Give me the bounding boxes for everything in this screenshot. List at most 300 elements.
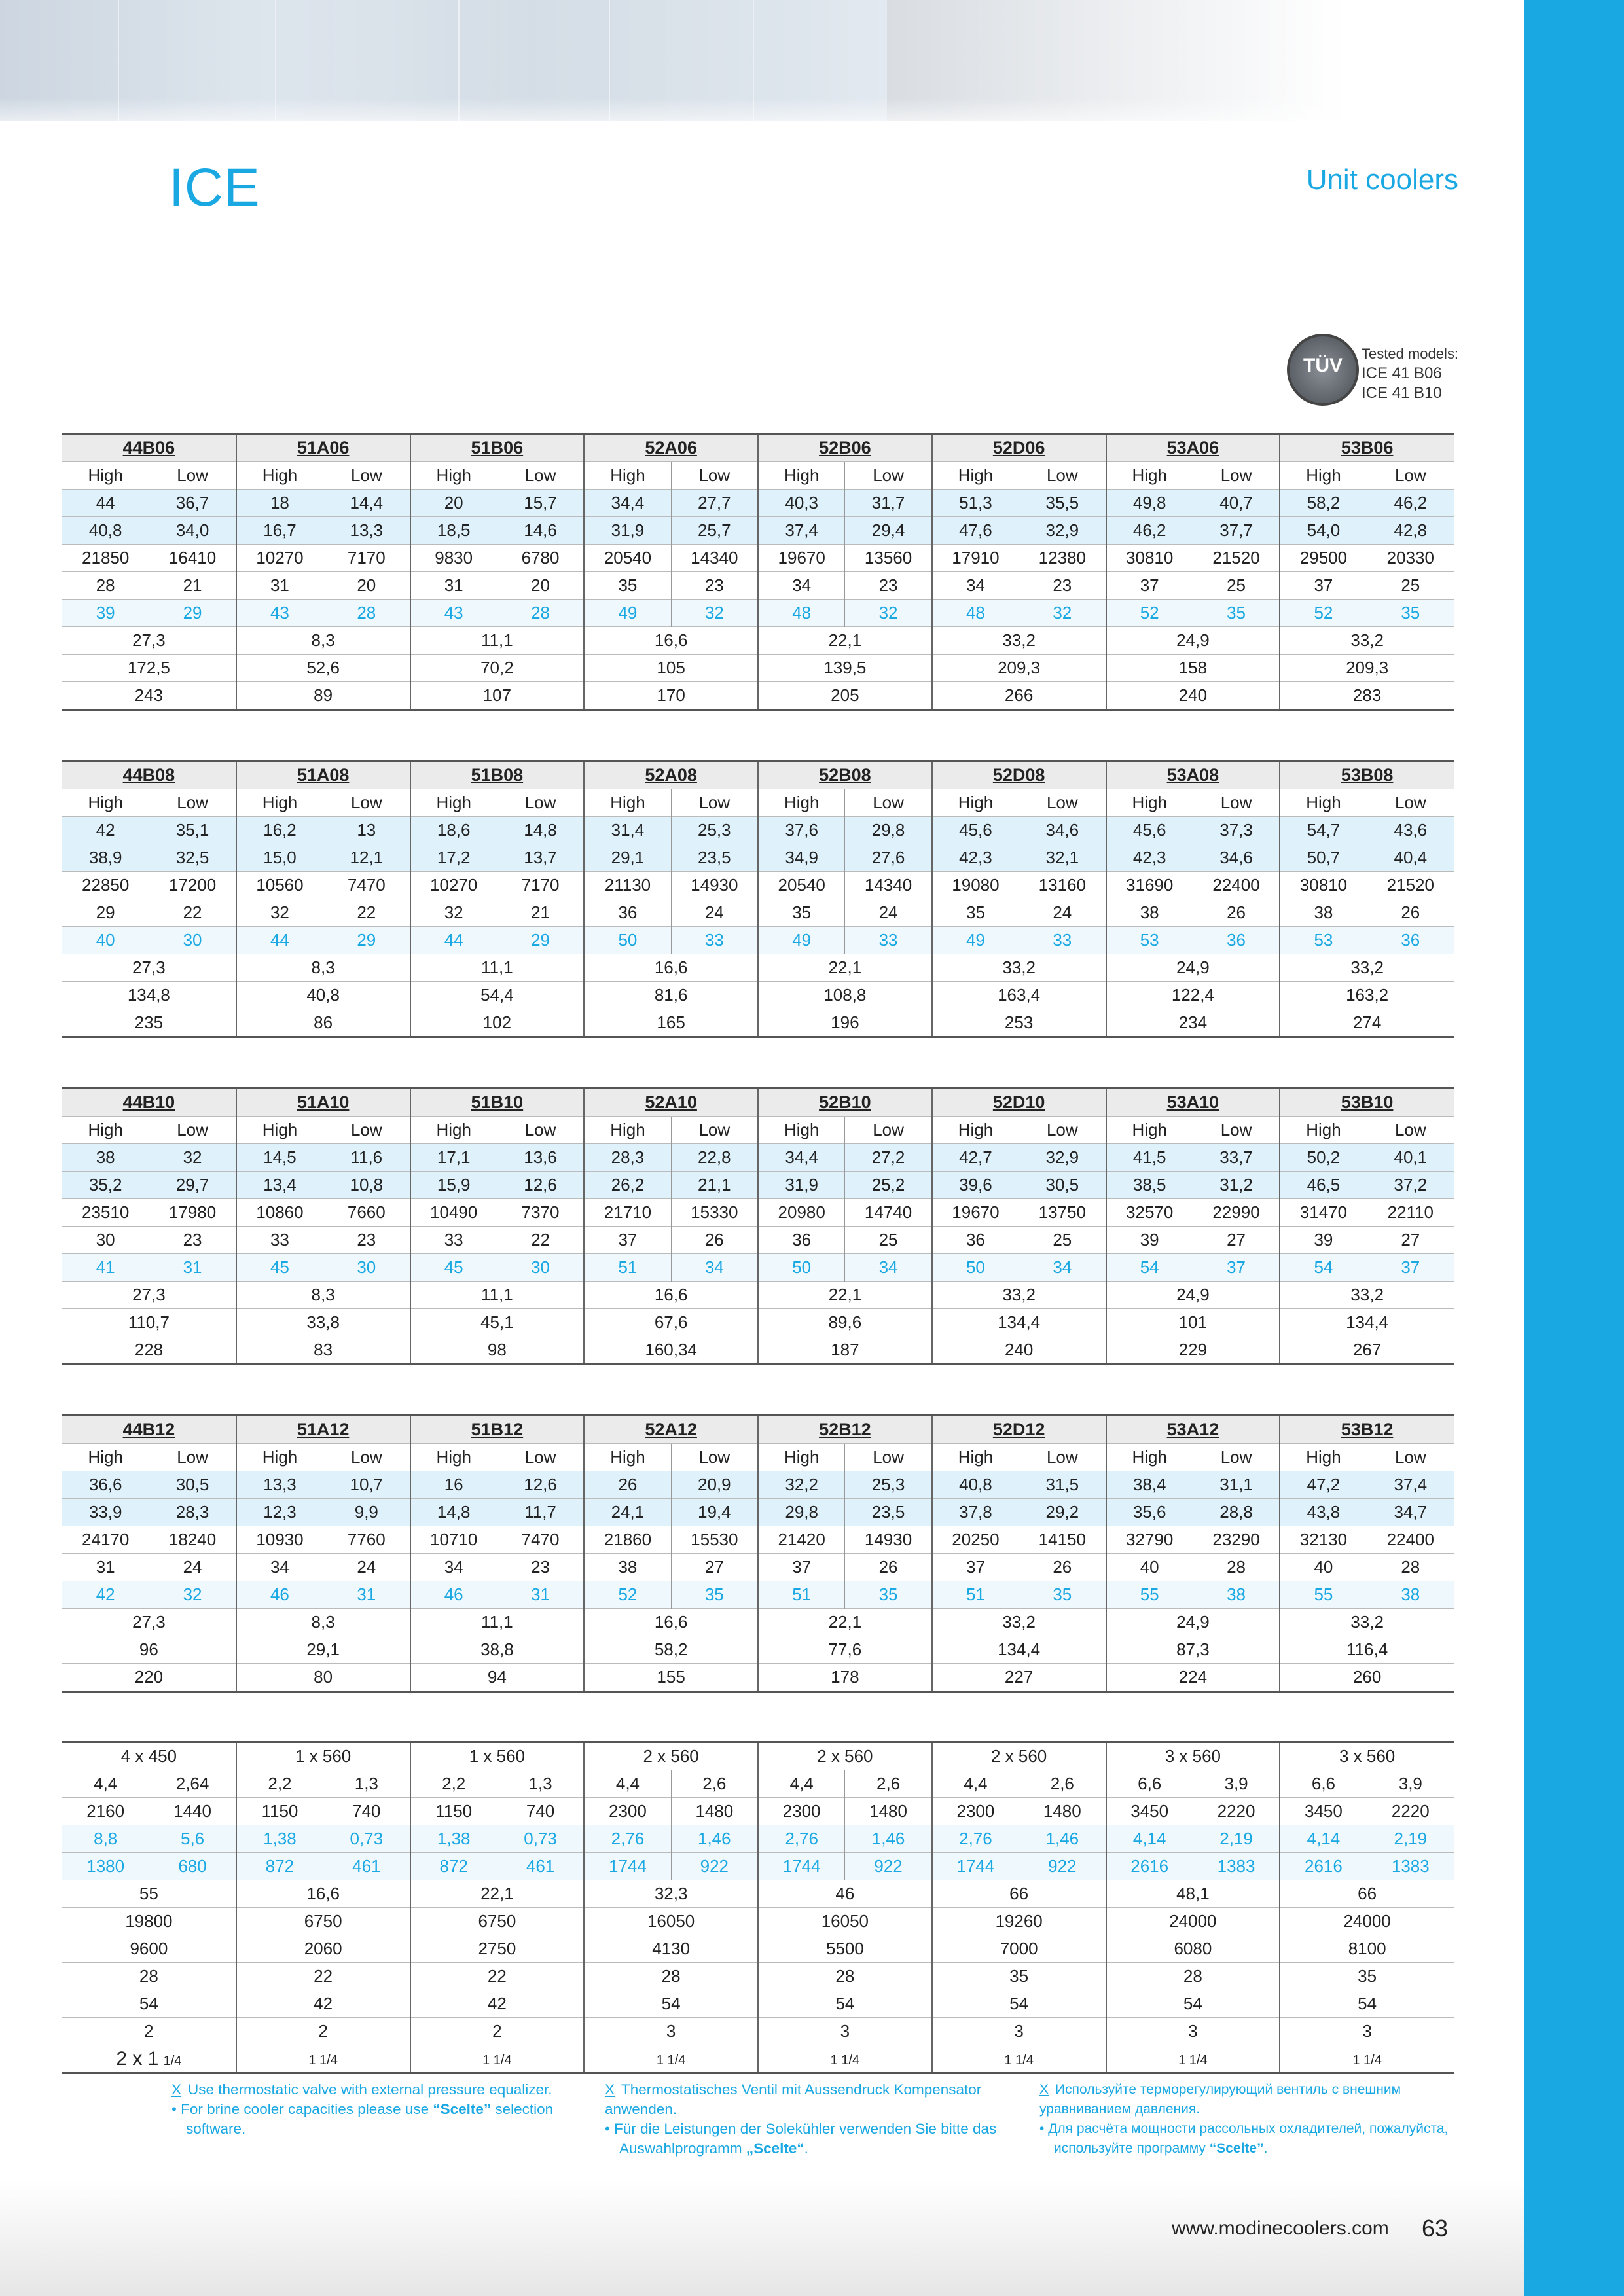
table-cell: 24,9 <box>1106 954 1280 982</box>
table-cell: 32 <box>149 1144 236 1172</box>
page-title: ICE <box>169 158 261 217</box>
table-cell: 2616 <box>1280 1853 1367 1880</box>
table-cell: 49 <box>584 600 671 627</box>
connection-fraction: 1 1/4 <box>1004 2053 1034 2068</box>
table-cell: 12,1 <box>323 844 410 872</box>
table-cell: 22 <box>323 899 410 927</box>
table-cell: 1,46 <box>845 1825 932 1853</box>
table-cell: 29 <box>497 927 584 954</box>
table-cell: 16,6 <box>584 1282 758 1309</box>
table-cell: 29,7 <box>149 1172 236 1199</box>
table-cell: 27 <box>671 1554 758 1581</box>
table-cell: 6780 <box>497 545 584 572</box>
table-cell: Low <box>1193 1117 1280 1144</box>
table-cell: 98 <box>410 1336 585 1365</box>
table-cell: High <box>1280 462 1367 490</box>
table-cell: 240 <box>932 1336 1106 1365</box>
table-cell: 2,64 <box>149 1770 236 1798</box>
table-cell: 40,7 <box>1193 490 1280 517</box>
table-cell: 54,4 <box>410 982 585 1009</box>
table-cell: 54 <box>1106 1990 1280 2018</box>
connection-size <box>758 2045 932 2073</box>
table-cell: 283 <box>1280 682 1454 710</box>
model-name: 52A10 <box>645 1092 697 1112</box>
fan-config: 3 x 560 <box>1280 1742 1454 1770</box>
table-cell: 26 <box>845 1554 932 1581</box>
table-cell: 54 <box>1280 1254 1367 1282</box>
table-cell: 28,3 <box>584 1144 671 1172</box>
table-cell: 33,2 <box>1280 954 1454 982</box>
table-cell: 11,7 <box>497 1499 584 1526</box>
table-cell: 40,8 <box>932 1471 1019 1499</box>
table-cell: Low <box>845 1117 932 1144</box>
table-cell: 17,2 <box>410 844 497 872</box>
table-cell: 32 <box>845 600 932 627</box>
table-cell: 20980 <box>758 1199 845 1227</box>
table-cell: 22 <box>236 1963 410 1990</box>
table-cell: 22 <box>497 1227 584 1254</box>
table-cell: 922 <box>1019 1853 1106 1880</box>
table-cell: 37 <box>758 1554 845 1581</box>
table-cell: 17200 <box>149 872 236 899</box>
tested-model: ICE 41 B10 <box>1362 384 1442 402</box>
table-cell: 0,73 <box>497 1825 584 1853</box>
table-cell: 16,7 <box>236 517 323 545</box>
fan-config-row <box>62 1742 1454 1770</box>
table-cell: 2160 <box>62 1798 149 1825</box>
connection-fraction: 1/4 <box>163 2053 182 2068</box>
model-name: 53B06 <box>1341 438 1394 457</box>
table-cell: 3 <box>1106 2018 1280 2045</box>
table-cell: 38 <box>1367 1581 1454 1609</box>
table-cell: 38 <box>1106 899 1193 927</box>
table-cell: 35 <box>1280 1963 1454 1990</box>
table-cell: 30 <box>149 927 236 954</box>
table-cell: 28,3 <box>149 1499 236 1526</box>
table-cell: Low <box>497 1117 584 1144</box>
table-cell: 1,3 <box>323 1770 410 1798</box>
merged-row <box>62 1309 1454 1336</box>
table-cell: 18,6 <box>410 817 497 844</box>
table-cell: 30810 <box>1106 545 1193 572</box>
table-cell: 10930 <box>236 1526 323 1554</box>
table-cell: 209,3 <box>1280 655 1454 682</box>
table-cell: 22 <box>149 899 236 927</box>
table-cell: Low <box>497 462 584 490</box>
table-cell: 13,4 <box>236 1172 323 1199</box>
table-cell: 155 <box>584 1664 758 1692</box>
table-cell: 11,1 <box>410 954 585 982</box>
table-cell: 16410 <box>149 545 236 572</box>
table-cell: 18240 <box>149 1526 236 1554</box>
table-cell: High <box>932 789 1019 817</box>
model-name: 51A10 <box>297 1092 350 1112</box>
model-name: 52D12 <box>992 1420 1045 1439</box>
table-cell: 33,2 <box>932 1282 1106 1309</box>
model-name: 51A06 <box>297 438 350 457</box>
pair-row <box>62 545 1454 572</box>
table-cell: 165 <box>584 1009 758 1037</box>
table-cell: 1480 <box>1019 1798 1106 1825</box>
table-cell: 54,0 <box>1280 517 1367 545</box>
table-cell: 66 <box>1280 1880 1454 1908</box>
table-cell: 5500 <box>758 1935 932 1963</box>
table-cell: 28 <box>1367 1554 1454 1581</box>
model-header <box>62 1416 236 1444</box>
table-cell: 13,6 <box>497 1144 584 1172</box>
model-header <box>584 434 758 462</box>
side-color-bar <box>1524 0 1624 2296</box>
table-cell: 28 <box>62 1963 236 1990</box>
pair-row <box>62 490 1454 517</box>
table-cell: 14,8 <box>410 1499 497 1526</box>
table-cell: 35 <box>584 572 671 600</box>
table-cell: High <box>758 789 845 817</box>
table-cell: 29,1 <box>236 1636 410 1664</box>
table-cell: 50,7 <box>1280 844 1367 872</box>
footnote-line: Используйте терморегулирующий вентиль с внешним уравниванием давления. <box>1039 2082 1401 2117</box>
table-cell: High <box>758 462 845 490</box>
table-cell: 1744 <box>932 1853 1019 1880</box>
table-cell: High <box>758 1117 845 1144</box>
table-cell: 122,4 <box>1106 982 1280 1009</box>
model-header <box>1106 1416 1280 1444</box>
table-cell: High <box>1280 789 1367 817</box>
table-cell: 37,6 <box>758 817 845 844</box>
table-cell: 3 <box>758 2018 932 2045</box>
table-cell: 31 <box>323 1581 410 1609</box>
table-cell: 51 <box>584 1254 671 1282</box>
table-cell: 48 <box>758 600 845 627</box>
connection-size <box>62 2045 236 2073</box>
table-cell: 6080 <box>1106 1935 1280 1963</box>
table-cell: High <box>62 462 149 490</box>
table-cell: 42,7 <box>932 1144 1019 1172</box>
table-cell: 34 <box>236 1554 323 1581</box>
table-cell: Low <box>323 789 410 817</box>
table-cell: 35 <box>1019 1581 1106 1609</box>
table-cell: High <box>584 1117 671 1144</box>
table-cell: 35 <box>932 1963 1106 1990</box>
table-cell: 23 <box>671 572 758 600</box>
table-cell: 163,2 <box>1280 982 1454 1009</box>
table-cell: 38 <box>584 1554 671 1581</box>
table-cell: 25 <box>1193 572 1280 600</box>
table-cell: 37 <box>1280 572 1367 600</box>
table-cell: Low <box>149 462 236 490</box>
table-cell: 31,2 <box>1193 1172 1280 1199</box>
table-cell: 13560 <box>845 545 932 572</box>
model-header <box>932 1088 1106 1117</box>
table-cell: 18 <box>236 490 323 517</box>
table-cell: 23510 <box>62 1199 149 1227</box>
connection-fraction: 1 1/4 <box>1352 2053 1382 2068</box>
table-cell: 22850 <box>62 872 149 899</box>
table-cell: 10,8 <box>323 1172 410 1199</box>
table-cell: 33 <box>671 927 758 954</box>
table-cell: High <box>584 462 671 490</box>
pair-row <box>62 817 1454 844</box>
table-cell: 14930 <box>671 872 758 899</box>
table-cell: 2,6 <box>671 1770 758 1798</box>
table-cell: 7470 <box>497 1526 584 1554</box>
table-cell: 40,8 <box>62 517 149 545</box>
table-cell: 52,6 <box>236 655 410 682</box>
model-header <box>584 761 758 789</box>
table-cell: 35 <box>932 899 1019 927</box>
table-cell: Low <box>1193 1444 1280 1471</box>
table-cell: 20540 <box>584 545 671 572</box>
table-cell: 7170 <box>323 545 410 572</box>
table-cell: High <box>1106 789 1193 817</box>
table-cell: 2300 <box>584 1798 671 1825</box>
table-cell: 740 <box>323 1798 410 1825</box>
table-cell: 32 <box>236 899 323 927</box>
table-cell: 36,6 <box>62 1471 149 1499</box>
table-cell: 274 <box>1280 1009 1454 1037</box>
tested-models <box>1362 344 1458 403</box>
table-cell: 37 <box>932 1554 1019 1581</box>
table-cell: Low <box>1193 789 1280 817</box>
table-cell: 24 <box>323 1554 410 1581</box>
pair-row <box>62 1581 1454 1609</box>
table-cell: Low <box>323 1444 410 1471</box>
table-cell: 134,4 <box>1280 1309 1454 1336</box>
table-cell: 23 <box>845 572 932 600</box>
table-cell: Low <box>497 789 584 817</box>
table-cell: 30,5 <box>149 1471 236 1499</box>
table-cell: 58,2 <box>1280 490 1367 517</box>
table-cell: 1744 <box>584 1853 671 1880</box>
table-cell: High <box>1106 1444 1193 1471</box>
table-cell: 49 <box>758 927 845 954</box>
table-cell: 33,8 <box>236 1309 410 1336</box>
table-cell: 266 <box>932 682 1106 710</box>
table-cell: 14340 <box>671 545 758 572</box>
table-cell: 28 <box>758 1963 932 1990</box>
table-cell: 18,5 <box>410 517 497 545</box>
table-cell: 205 <box>758 682 932 710</box>
table-cell: 16050 <box>584 1908 758 1935</box>
table-cell: 30810 <box>1280 872 1367 899</box>
table-cell: Low <box>671 462 758 490</box>
table-cell: 54 <box>758 1990 932 2018</box>
spec-table-b10 <box>62 1087 1454 1365</box>
table-cell: 10490 <box>410 1199 497 1227</box>
spec-table-b08 <box>62 760 1454 1038</box>
table-cell: Low <box>149 1117 236 1144</box>
table-cell: 46,2 <box>1106 517 1193 545</box>
footnote-de <box>605 2080 1024 2159</box>
table-cell: 37,2 <box>1367 1172 1454 1199</box>
table-cell: 37 <box>1367 1254 1454 1282</box>
table-cell: 29,2 <box>1019 1499 1106 1526</box>
model-header <box>1106 1088 1280 1117</box>
table-cell: 110,7 <box>62 1309 236 1336</box>
table-cell: 29,8 <box>758 1499 845 1526</box>
table-cell: 46 <box>758 1880 932 1908</box>
table-cell: High <box>932 462 1019 490</box>
connection-fraction: 1 1/4 <box>482 2053 512 2068</box>
table-cell: 27,7 <box>671 490 758 517</box>
table-cell: 31470 <box>1280 1199 1367 1227</box>
connection-size <box>584 2045 758 2073</box>
table-cell: 54 <box>1280 1990 1454 2018</box>
pair-row <box>62 1254 1454 1282</box>
table-cell: 45 <box>236 1254 323 1282</box>
table-cell: 3 <box>1280 2018 1454 2045</box>
table-cell: 40,8 <box>236 982 410 1009</box>
table-cell: 29,4 <box>845 517 932 545</box>
table-cell: 33 <box>236 1227 323 1254</box>
table-cell: 15,7 <box>497 490 584 517</box>
table-cell: 23 <box>323 1227 410 1254</box>
table-cell: High <box>236 1444 323 1471</box>
table-cell: 21860 <box>584 1526 671 1554</box>
website-link[interactable]: www.modinecoolers.com <box>1172 2217 1389 2239</box>
pair-row <box>62 1117 1454 1144</box>
table-cell: 19080 <box>932 872 1019 899</box>
table-cell: 19800 <box>62 1908 236 1935</box>
fan-config: 2 x 560 <box>758 1742 932 1770</box>
pair-row <box>62 1499 1454 1526</box>
table-cell: Low <box>1367 462 1454 490</box>
table-cell: 52 <box>1280 600 1367 627</box>
table-cell: 134,4 <box>932 1309 1106 1336</box>
model-name: 52A08 <box>645 765 697 785</box>
merged-row <box>62 627 1454 655</box>
table-cell: 29,1 <box>584 844 671 872</box>
model-name: 53A10 <box>1166 1092 1219 1112</box>
model-header <box>758 761 932 789</box>
fan-config: 2 x 560 <box>584 1742 758 1770</box>
merged-row <box>62 1935 1454 1963</box>
table-cell: 30 <box>323 1254 410 1282</box>
table-cell: 7170 <box>497 872 584 899</box>
pair-row <box>62 572 1454 600</box>
table-cell: 45,6 <box>1106 817 1193 844</box>
table-cell: 31,5 <box>1019 1471 1106 1499</box>
table-cell: 29 <box>323 927 410 954</box>
table-cell: 27,3 <box>62 1609 236 1636</box>
table-cell: 16,6 <box>584 954 758 982</box>
connection-fraction: 1 1/4 <box>1178 2053 1208 2068</box>
table-cell: 31,9 <box>584 517 671 545</box>
table-cell: 2,19 <box>1367 1825 1454 1853</box>
model-name: 52B12 <box>819 1420 871 1439</box>
table-cell: 3450 <box>1280 1798 1367 1825</box>
model-header <box>1280 1088 1454 1117</box>
table-cell: 34,0 <box>149 517 236 545</box>
table-cell: 26 <box>671 1227 758 1254</box>
table-cell: 6,6 <box>1106 1770 1193 1798</box>
model-header <box>758 1088 932 1117</box>
table-cell: 209,3 <box>932 655 1106 682</box>
table-cell: 38 <box>1280 899 1367 927</box>
table-cell: 27,3 <box>62 954 236 982</box>
pair-row <box>62 789 1454 817</box>
table-cell: 14,8 <box>497 817 584 844</box>
connection-size <box>932 2045 1106 2073</box>
table-cell: 2 <box>236 2018 410 2045</box>
table-cell: 40 <box>62 927 149 954</box>
table-cell: 22110 <box>1367 1199 1454 1227</box>
table-cell: 11,1 <box>410 1609 585 1636</box>
table-cell: 58,2 <box>584 1636 758 1664</box>
table-cell: 51 <box>932 1581 1019 1609</box>
table-cell: 134,8 <box>62 982 236 1009</box>
model-header <box>1280 1416 1454 1444</box>
table-cell: 178 <box>758 1664 932 1692</box>
table-cell: 2,19 <box>1193 1825 1280 1853</box>
table-cell: 7370 <box>497 1199 584 1227</box>
table-cell: 872 <box>410 1853 497 1880</box>
table-cell: 14740 <box>845 1199 932 1227</box>
table-cell: Low <box>323 462 410 490</box>
table-cell: Low <box>845 1444 932 1471</box>
table-cell: 36 <box>1367 927 1454 954</box>
table-cell: 40 <box>1106 1554 1193 1581</box>
connection-row <box>62 2045 1454 2073</box>
table-cell: 229 <box>1106 1336 1280 1365</box>
merged-row <box>62 1336 1454 1365</box>
model-header <box>758 434 932 462</box>
merged-row <box>62 1908 1454 1935</box>
table-cell: 22400 <box>1193 872 1280 899</box>
table-cell: 17980 <box>149 1199 236 1227</box>
pair-row <box>62 1199 1454 1227</box>
table-cell: 2 <box>410 2018 585 2045</box>
table-cell: 2,6 <box>845 1770 932 1798</box>
model-header <box>410 1416 585 1444</box>
connection-main: 2 x 1 <box>116 2047 159 2070</box>
table-cell: 34 <box>410 1554 497 1581</box>
table-cell: 24170 <box>62 1526 149 1554</box>
merged-row <box>62 1282 1454 1309</box>
table-cell: 3 <box>932 2018 1106 2045</box>
table-cell: High <box>62 1117 149 1144</box>
table-cell: 37,4 <box>758 517 845 545</box>
table-cell: 44 <box>410 927 497 954</box>
table-cell: 6,6 <box>1280 1770 1367 1798</box>
table-cell: 13,7 <box>497 844 584 872</box>
table-cell: 43,6 <box>1367 817 1454 844</box>
pair-row <box>62 899 1454 927</box>
table-cell: 1383 <box>1193 1853 1280 1880</box>
table-cell: 80 <box>236 1664 410 1692</box>
pair-row <box>62 600 1454 627</box>
table-cell: 45,6 <box>932 817 1019 844</box>
model-name: 53A06 <box>1166 438 1219 457</box>
table-cell: 227 <box>932 1664 1106 1692</box>
table-cell: 31,7 <box>845 490 932 517</box>
table-cell: 461 <box>497 1853 584 1880</box>
model-name: 53B08 <box>1341 765 1394 785</box>
table-cell: 14930 <box>845 1526 932 1554</box>
pair-row <box>62 1825 1454 1853</box>
table-cell: 67,6 <box>584 1309 758 1336</box>
footnote-bullet: • Für die Leistungen der Solekühler verwenden Sie bitte das Auswahlprogramm „Scelte“. <box>605 2121 997 2157</box>
table-cell: 2220 <box>1193 1798 1280 1825</box>
table-cell: 2,6 <box>1019 1770 1106 1798</box>
table-cell: 7470 <box>323 872 410 899</box>
table-cell: High <box>236 1117 323 1144</box>
table-cell: 47,2 <box>1280 1471 1367 1499</box>
table-cell: 160,34 <box>584 1336 758 1365</box>
table-cell: 50 <box>584 927 671 954</box>
table-cell: 35 <box>758 899 845 927</box>
table-cell: 26 <box>1367 899 1454 927</box>
